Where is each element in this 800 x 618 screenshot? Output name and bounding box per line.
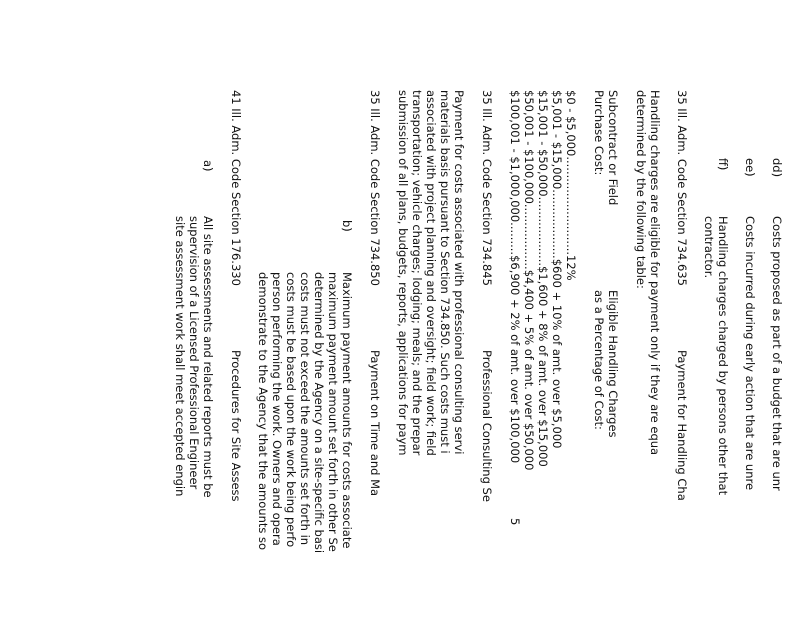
item-label-a: a)	[201, 160, 215, 172]
section-citation-734-845: 35 Ill. Adm. Code Section 734.845	[480, 90, 494, 286]
paragraph-line: transportation; vehicle charges; lodging; meals; and the prepar	[410, 90, 424, 456]
table-row: $100,001 - $1,000,000.........$6,900 + 2% of amt. over $100,000	[508, 90, 522, 464]
paragraph-line: associated with project planning and oversight; field work; field	[424, 90, 438, 456]
section-citation-734-635: 35 Ill. Adm. Code Section 734.635	[675, 90, 689, 286]
section-title-734-845: Professional Consulting Se	[480, 350, 494, 502]
table-row: $0 - $5,000...........................12%	[564, 90, 578, 281]
paragraph-line: Payment for costs associated with professional consulting servi	[452, 90, 466, 455]
table-header-right-1: Eligible Handling Charges	[606, 290, 620, 438]
paragraph-line: costs must not exceed the amounts set forth in	[298, 272, 312, 546]
section-citation-734-850: 35 Ill. Adm. Code Section 734.850	[368, 90, 382, 286]
paragraph-line: All site assessments and related reports must be	[201, 216, 215, 498]
item-text-ff-line1: Handling charges charged by persons other that	[716, 216, 730, 496]
paragraph-line: determined by the Agency on a site-specific basi	[312, 272, 326, 554]
section-title-176-330: Procedures for Site Assess	[229, 350, 243, 502]
paragraph-line: maximum payment amount set forth in other Se	[326, 272, 340, 552]
item-label-b: b)	[340, 220, 354, 232]
section-title-734-850: Payment on Time and Ma	[368, 350, 382, 497]
table-header-left-2: Purchase Cost:	[592, 90, 606, 176]
section-title-734-635: Payment for Handling Cha	[675, 350, 689, 501]
item-label-ee: ee)	[743, 158, 757, 177]
page-number: 5	[508, 518, 522, 526]
item-label-dd: dd)	[770, 158, 784, 178]
paragraph-line: Maximum payment amounts for costs associate	[340, 272, 354, 549]
paragraph-line: supervision of a Licensed Professional Engineer	[187, 216, 201, 490]
table-row: $15,001 - $50,000...................$1,600 + 8% of amt. over $15,000	[536, 90, 550, 467]
section-citation-176-330: 41 Ill. Adm. Code Section 176.330	[229, 90, 243, 286]
paragraph-line: submission of all plans, budgets, reports, applications for paym	[396, 90, 410, 456]
paragraph-line: determined by the following table:	[634, 90, 648, 289]
table-row: $50,001 - $100,000..................$4,400 + 5% of amt. over $50,000	[522, 90, 536, 471]
item-text-ff-line2: contractor.	[702, 216, 716, 279]
paragraph-line: person performing the work. Owners and opera	[270, 272, 284, 546]
item-text-ee: Costs incurred during early action that are unre	[743, 216, 757, 491]
paragraph-line: site assessment work shall meet accepted engin	[173, 216, 187, 497]
paragraph-line: Handling charges are eligible for payment only if they are equa	[648, 90, 662, 456]
table-row: $5,001 - $15,000...................$600 + 10% of amt. over $5,000	[550, 90, 564, 449]
item-text-dd: Costs proposed as part of a budget that are unr	[770, 216, 784, 491]
table-header-left-1: Subcontract or Field	[606, 90, 620, 206]
paragraph-line: costs must be based upon the work being perfo	[284, 272, 298, 548]
item-label-ff: ff)	[716, 158, 730, 171]
paragraph-line: demonstrate to the Agency that the amounts so	[256, 272, 270, 551]
table-header-right-2: as a Percentage of Cost:	[592, 290, 606, 430]
paragraph-line: materials basis pursuant to Section 734.850. Such costs must i	[438, 90, 452, 454]
